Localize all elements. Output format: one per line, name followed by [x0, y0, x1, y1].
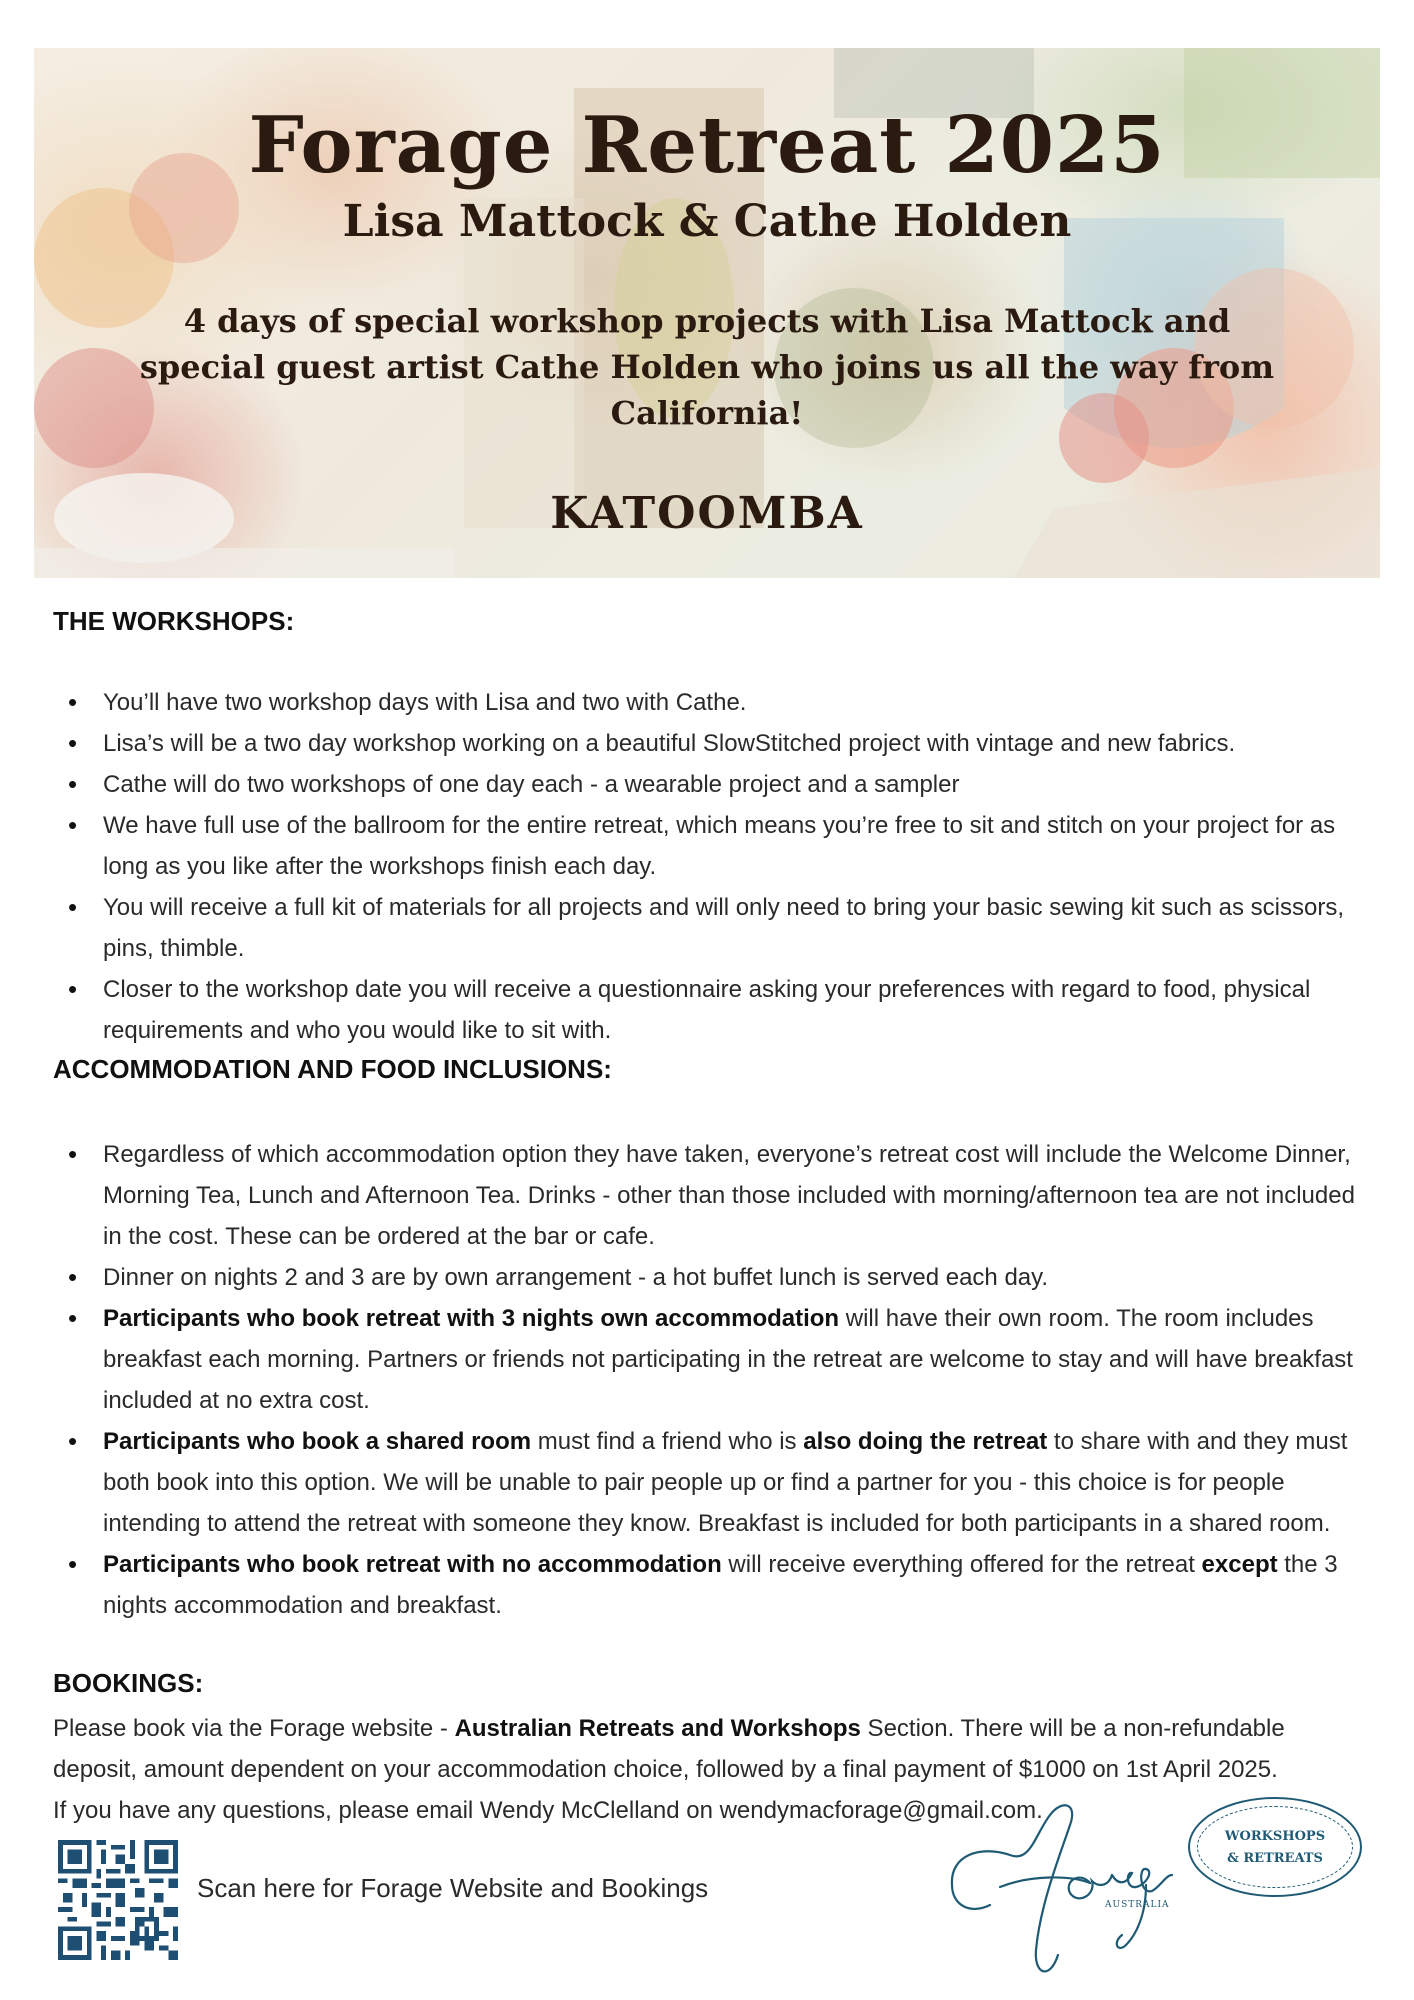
list-item: • Closer to the workshop date you will receive a questionnaire asking your preferences with regard to food, physical requirements and who you would like to sit with.	[53, 969, 1363, 1051]
header-banner	[34, 48, 1380, 578]
bold-text: Participants who book a shared room	[103, 1428, 532, 1455]
list-item	[53, 1298, 1363, 1421]
list-item: • Dinner on nights 2 and 3 are by own arrangement - a hot buffet lunch is served each day.	[53, 1257, 1363, 1298]
list-item	[53, 1421, 1363, 1544]
workshops-list	[53, 682, 1363, 1051]
banner-text	[34, 48, 1380, 578]
badge-line-2: & RETREATS	[1227, 1851, 1323, 1866]
qr-code[interactable]	[58, 1840, 178, 1960]
text: the 3 nights accommodation and breakfast.	[103, 1551, 1338, 1619]
intro-line-1: 4 days of special workshop projects with Lisa Mattock and	[183, 302, 1231, 340]
forage-script-logo	[940, 1775, 1200, 1985]
contact-line: If you have any questions, please email Wendy McClelland on wendymacforage@gmail.com.	[53, 1797, 1043, 1824]
qr-caption: Scan here for Forage Website and Bookings	[197, 1873, 709, 1903]
list-item: • Cathe will do two workshops of one day each - a wearable project and a sampler	[53, 764, 1363, 805]
list-item: • We have full use of the ballroom for the entire retreat, which means you’re free to sit and stitch on your project for as long as you like after the workshops finish each day.	[53, 805, 1363, 887]
text: Section. There will be a non-refundable deposit, amount dependent on your accommodation choice, followed by a final payment of $1000 on 1st April 2025.	[53, 1715, 1285, 1783]
page-title: Forage Retreat 2025	[248, 100, 1166, 191]
location: KATOOMBA	[550, 488, 864, 539]
text: to share with and they must both book into this option. We will be unable to pair people up or find a partner for you - this choice is for people intending to attend the retreat with someone they know. Breakfast is included for both participants in a shared room.	[103, 1428, 1348, 1537]
list-item: • You’ll have two workshop days with Lisa and two with Cathe.	[53, 682, 1363, 723]
text: will receive everything offered for the retreat	[721, 1551, 1202, 1578]
subtitle: Lisa Mattock & Cathe Holden	[342, 196, 1072, 247]
bold-text: Participants who book retreat with 3 nights own accommodation	[103, 1305, 840, 1332]
forage-logo	[940, 1775, 1370, 1985]
bold-text: Participants who book retreat with no accommodation	[103, 1551, 722, 1578]
intro-text	[94, 298, 1320, 436]
workshops-heading: THE WORKSHOPS:	[53, 606, 295, 636]
accommodation-heading: ACCOMMODATION AND FOOD INCLUSIONS:	[53, 1054, 612, 1084]
text: Please book via the Forage website -	[53, 1715, 455, 1742]
badge-border	[1197, 1806, 1353, 1888]
badge-line-1: WORKSHOPS	[1224, 1829, 1326, 1844]
bold-text: Australian Retreats and Workshops	[454, 1715, 861, 1742]
list-item: • Regardless of which accommodation option they have taken, everyone’s retreat cost will include the Welcome Dinner, Morning Tea, Lunch and Afternoon Tea. Drinks - other than those included with morning/afternoon tea are not included in the cost. These can be ordered at the bar or cafe.	[53, 1134, 1363, 1257]
logo-subtitle: AUSTRALIA	[1105, 1900, 1170, 1910]
workshops-retreats-badge	[1188, 1797, 1362, 1897]
list-item	[53, 1544, 1363, 1626]
bookings-heading: BOOKINGS:	[53, 1668, 204, 1698]
accommodation-list	[53, 1134, 1363, 1626]
intro-line-3: California!	[610, 394, 804, 432]
list-item: • Lisa’s will be a two day workshop working on a beautiful SlowStitched project with vintage and new fabrics.	[53, 723, 1363, 764]
text: will have their own room. The room includes breakfast each morning. Partners or friends not participating in the retreat are welcome to stay and will have breakfast included at no extra cost.	[103, 1305, 1353, 1414]
bold-text: except	[1201, 1551, 1278, 1578]
text: must find a friend who is	[531, 1428, 804, 1455]
intro-line-2: special guest artist Cathe Holden who joins us all the way from	[139, 348, 1275, 386]
list-item: • You will receive a full kit of materials for all projects and will only need to bring your basic sewing kit such as scissors, pins, thimble.	[53, 887, 1363, 969]
bold-text: also doing the retreat	[803, 1428, 1048, 1455]
